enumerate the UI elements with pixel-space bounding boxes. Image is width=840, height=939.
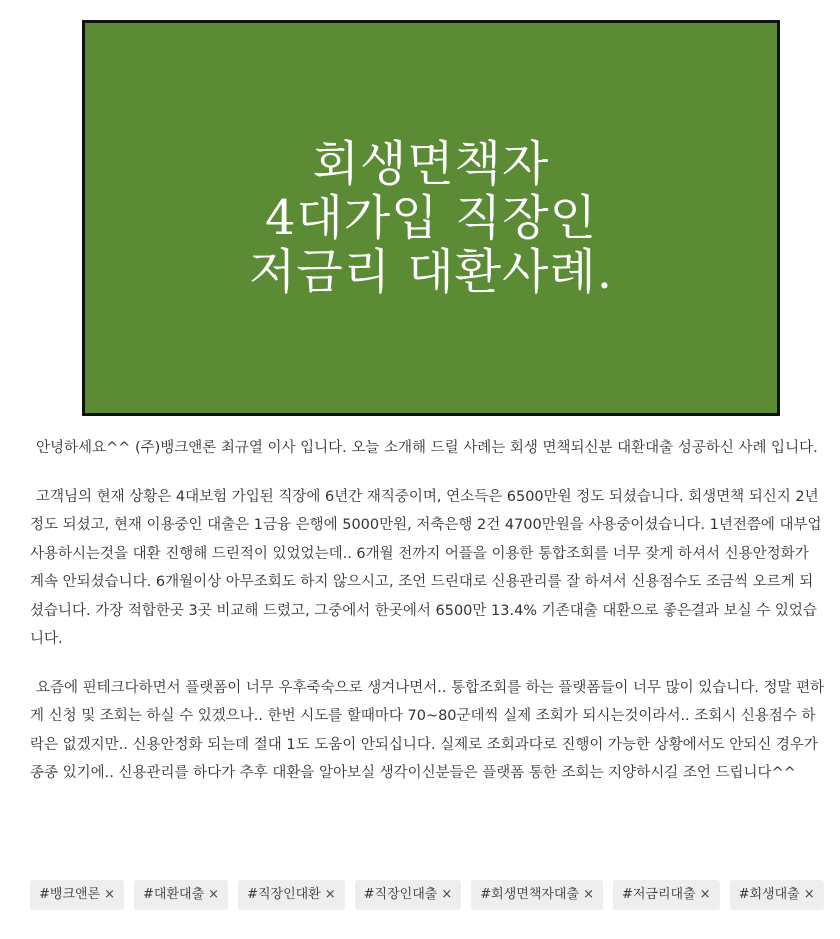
tag-chip[interactable] bbox=[730, 880, 824, 910]
close-icon[interactable]: × bbox=[583, 887, 594, 902]
tag-chip[interactable] bbox=[355, 880, 462, 910]
tag-label: #저금리대출 bbox=[621, 887, 696, 902]
close-icon[interactable]: × bbox=[441, 887, 453, 902]
tag-label: #회생대출 bbox=[738, 887, 800, 902]
article-paragraph-situation: 고객님의 현재 상황은 4대보험 가입된 직장에 6년간 재직중이며, 연소득은 6500만원 정도 되셨습니다. 회생면책 되신지 2년정도 되셨고, 현재 이용중인 대출은 1금융 은행에 5000만원, 저축은행 2건 4700만원을 사용중이셨습니다. 1년전쯤에 대부업 사용하시는것을 대환 진행해 드린적이 있었었는데.. 6개월 전까지 어플을 이용한 통합조회를 너무 잦게 하셔서 신용안정화가 계속 안되셨습니다. 6개월이상 아무조회도 하지 않으시고, 조언 드린대로 신용관리를 잘 하셔서 신용점수도 조금씩 오르게 되셨습니다. 가장 적합한곳 3곳 비교해 드렸고, 그중에서 한곳에서 6500만 13.4% 기존대출 대환으로 좋은결과 보실 수 있었습니다. bbox=[30, 488, 822, 647]
tag-chip[interactable] bbox=[613, 880, 720, 910]
tag-label: #대환대출 bbox=[143, 887, 205, 902]
tag-chip[interactable] bbox=[30, 880, 124, 910]
close-icon[interactable]: × bbox=[208, 887, 220, 902]
tag-chip[interactable] bbox=[238, 880, 345, 910]
tag-chip[interactable] bbox=[134, 880, 228, 910]
close-icon[interactable]: × bbox=[803, 887, 815, 902]
close-icon[interactable]: × bbox=[104, 887, 116, 902]
article-paragraph-advice: 요즘에 핀테크다하면서 플랫폼이 너무 우후죽숙으로 생겨나면서.. 통합조회를 하는 플랫폼들이 너무 많이 있습니다. 정말 편하게 신청 및 조회는 하실 수 있겠으나.. 한번 시도를 할때마다 70~80군데씩 실제 조회가 되시는것이라서.. 조회시 신용점수 하락은 없겠지만.. 신용안정화 되는데 절대 1도 도움이 안되십니다. 실제로 조회과다로 진행이 가능한 상황에서도 안되신 경우가 종종 있기에.. 신용관리를 하다가 추후 대환을 알아보실 생각이신분들은 플랫폼 통한 조회는 지양하시길 조언 드립니다^^ bbox=[30, 679, 825, 781]
article-paragraph-intro: 안녕하세요^^ (주)뱅크앤론 최규열 이사 입니다. 오늘 소개해 드릴 사례는 회생 면책되신분 대환대출 성공하신 사례 입니다. bbox=[36, 440, 818, 456]
article-body bbox=[30, 434, 826, 808]
tag-label: #직장인대출 bbox=[363, 887, 438, 902]
tag-label: #직장인대환 bbox=[247, 887, 321, 902]
banner-image bbox=[82, 20, 780, 416]
tag-chip[interactable] bbox=[471, 880, 603, 910]
banner-title-line-1: 회생면책자 bbox=[312, 136, 550, 192]
close-icon[interactable]: × bbox=[324, 887, 336, 902]
tag-label: #뱅크앤론 bbox=[39, 887, 101, 902]
banner-title-line-2: 4대가입 직장인 bbox=[264, 190, 597, 246]
close-icon[interactable]: × bbox=[699, 887, 711, 902]
banner-title-line-3: 저금리 대환사례. bbox=[248, 244, 614, 300]
tag-label: #회생면책자대출 bbox=[480, 887, 580, 902]
tag-list bbox=[30, 880, 830, 910]
